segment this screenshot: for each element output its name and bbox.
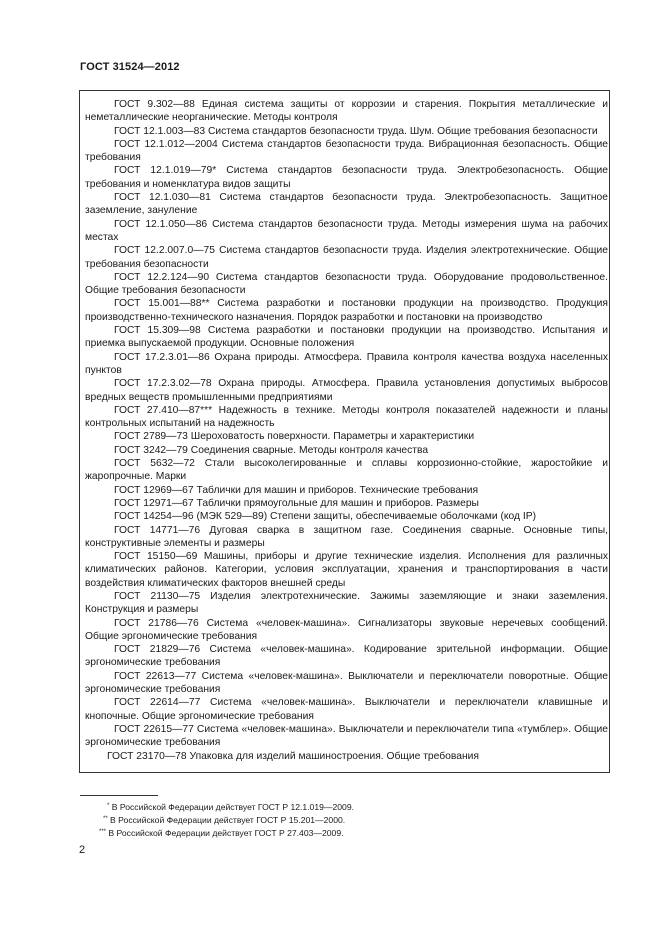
reference-item: ГОСТ 12.2.124—90 Система стандартов безопасности труда. Оборудование продовольственное. Общие требования безопасности (85, 271, 608, 297)
footnote-text: В Российской Федерации действует ГОСТ Р 15.201—2000. (107, 815, 346, 825)
footnote-separator (80, 795, 158, 796)
footnote-mark: * (107, 803, 110, 809)
reference-item: ГОСТ 27.410—87*** Надежность в технике. Методы контроля показателей надежности и планы контрольных испытаний на надежность (85, 404, 608, 430)
reference-item: ГОСТ 12.1.030—81 Система стандартов безопасности труда. Электробезопасность. Защитное заземление, зануление (85, 192, 608, 217)
reference-item: ГОСТ 17.2.3.02—78 Охрана природы. Атмосфера. Правила установления допустимых выбросов вредных веществ промышленными предприятиями (85, 378, 608, 403)
reference-item: ГОСТ 12971—67 Таблички прямоугольные для машин и приборов. Размеры (114, 497, 479, 509)
reference-item: ГОСТ 21786—76 Система «человек-машина». Сигнализаторы звуковые неречевых сообщений. Общие эргономические требования (85, 617, 608, 642)
references-list (85, 98, 608, 763)
reference-item: ГОСТ 12.2.007.0—75 Система стандартов безопасности труда. Изделия электротехнические. Общие требования безопасности (85, 245, 608, 270)
footnote-text: В Российской Федерации действует ГОСТ Р 12.1.019—2009. (109, 802, 354, 812)
page-number: 2 (79, 844, 86, 856)
footnote-mark: *** (99, 829, 107, 835)
reference-item: ГОСТ 2789—73 Шероховатость поверхности. Параметры и характеристики (114, 431, 475, 443)
footnote-item (80, 814, 354, 827)
footnote-item (80, 827, 354, 840)
footnote-mark: ** (103, 816, 108, 822)
reference-item: ГОСТ 12.1.050—86 Система стандартов безопасности труда. Методы измерения шума на рабочих местах (85, 218, 608, 243)
reference-item: ГОСТ 14254—96 (МЭК 529—89) Степени защиты, обеспечиваемые оболочками (код IP) (114, 511, 537, 523)
reference-item: ГОСТ 22614—77 Система «человек-машина». Выключатели и переключатели клавишные и кнопочные. Общие эргономические требования (85, 697, 608, 722)
reference-item: ГОСТ 5632—72 Стали высоколегированные и сплавы коррозионно-стойкие, жаростойкие и жаропрочные. Марки (85, 458, 608, 483)
reference-item: ГОСТ 21130—75 Изделия электротехнические. Зажимы заземляющие и знаки заземления. Конструкция и размеры (85, 590, 608, 616)
reference-item: ГОСТ 12.1.012—2004 Система стандартов безопасности труда. Вибрационная безопасность. Общие требования (85, 138, 608, 164)
reference-item: ГОСТ 14771—76 Дуговая сварка в защитном газе. Соединения сварные. Основные типы, конструктивные элементы и размеры (85, 524, 608, 549)
reference-item: ГОСТ 23170—78 Упаковка для изделий машиностроения. Общие требования (107, 750, 479, 762)
reference-item: ГОСТ 21829—76 Система «человек-машина». Кодирование зрительной информации. Общие эргономические требования (85, 644, 608, 669)
reference-item: ГОСТ 3242—79 Соединения сварные. Методы контроля качества (114, 444, 429, 456)
reference-item: ГОСТ 12969—67 Таблички для машин и приборов. Технические требования (114, 484, 479, 496)
footnotes (80, 801, 354, 840)
reference-item: ГОСТ 15.309—98 Система разработки и постановки продукции на производство. Испытания и приемка выпускаемой продукции. Основные положения (85, 325, 608, 350)
reference-item: ГОСТ 15.001—88** Система разработки и постановки продукции на производство. Продукция производственно-технического назначения. Порядок разработки и постановки на производство (85, 298, 608, 323)
footnote-item (80, 801, 354, 814)
reference-item: ГОСТ 22613—77 Система «человек-машина». Выключатели и переключатели поворотные. Общие эргономические требования (85, 670, 608, 696)
reference-item: ГОСТ 9.302—88 Единая система защиты от коррозии и старения. Покрытия металлические и неметаллические неорганические. Методы контроля (85, 99, 608, 124)
reference-item: ГОСТ 12.1.003—83 Система стандартов безопасности труда. Шум. Общие требования безопасности (114, 125, 598, 137)
footnote-text: В Российской Федерации действует ГОСТ Р 27.403—2009. (106, 828, 344, 838)
page-header-title: ГОСТ 31524—2012 (80, 61, 180, 73)
reference-item: ГОСТ 17.2.3.01—86 Охрана природы. Атмосфера. Правила контроля качества воздуха населенных пунктов (85, 351, 608, 376)
reference-item: ГОСТ 15150—69 Машины, приборы и другие технические изделия. Исполнения для различных климатических районов. Категории, условия эксплуатации, хранения и транспортирования в части воздействия климатических факторов внешней среды (85, 551, 608, 589)
reference-item: ГОСТ 12.1.019—79* Система стандартов безопасности труда. Электробезопасность. Общие требования и номенклатура видов защиты (85, 165, 608, 190)
reference-item: ГОСТ 22615—77 Система «человек-машина». Выключатели и переключатели типа «тумблер». Общие эргономические требования (85, 723, 608, 749)
